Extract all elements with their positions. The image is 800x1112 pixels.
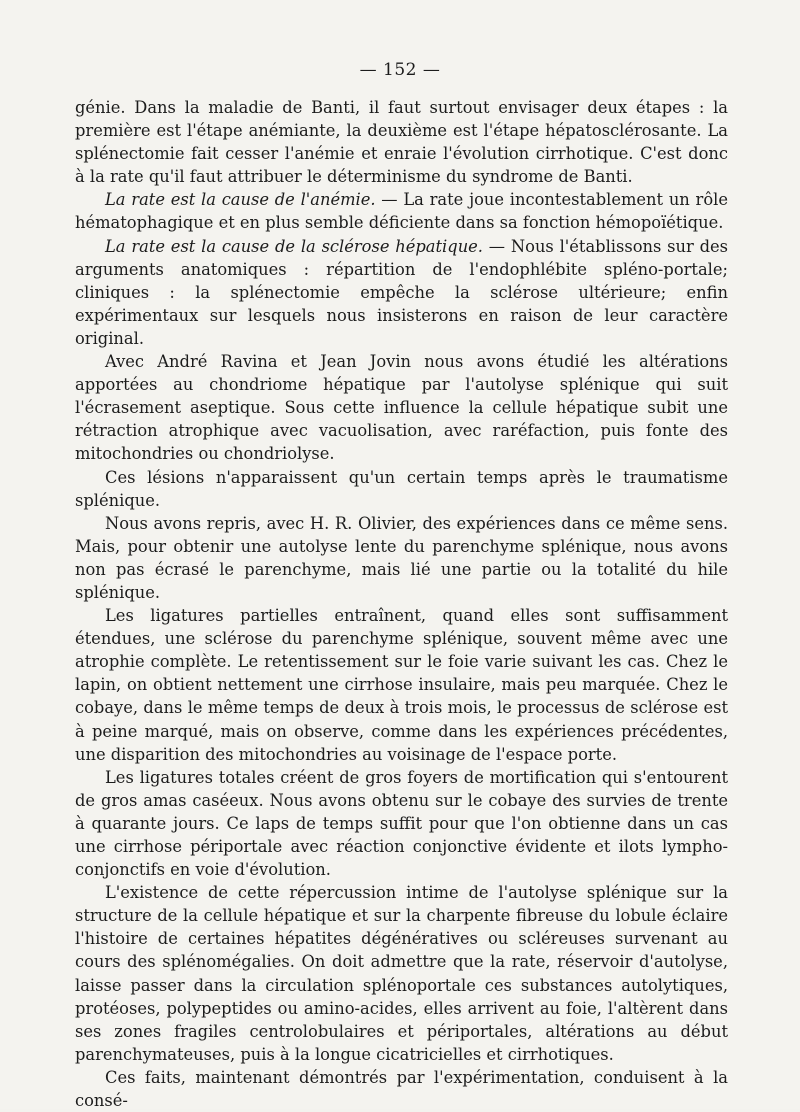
- paragraph-9: [75, 881, 728, 1066]
- paragraph-text: — Nous l'établissons sur des arguments anatomiques : répartition de l'endophlébite spléno-portale; cliniques : la splénectomie empêche la sclérose ultérieure; enfin expérimentaux sur lesquels nous insisterons en raison de leur caractère original.: [75, 236, 729, 348]
- italic-heading: La rate est la cause de la sclérose hépatique.: [105, 236, 483, 256]
- paragraph-10: [75, 1066, 728, 1112]
- paragraph-text: L'existence de cette répercussion intime de l'autolyse splénique sur la structure de la cellule hépatique et sur la charpente fibreuse du lobule éclaire l'histoire de certaines hépatites dégénératives ou scléreuses survenant au cours des splénomégalies. On doit admettre que la rate, réservoir d'autolyse, laisse passer dans la circulation splénoportale ces substances autolytiques, protéoses, polypeptides ou amino-acides, elles arrivent au foie, l'altèrent dans ses zones fragiles centrolobulaires et périportales, altérations au début parenchymateuses, puis à la longue cicatricielles et cirrhotiques.: [75, 883, 728, 1064]
- paragraph-text: génie. Dans la maladie de Banti, il faut surtout envisager deux étapes : la première est l'étape anémiante, la deuxième est l'étape hépatosclérosante. La splénectomie fait cesser l'anémie et enraie l'évolution cirrhotique. C'est donc à la rate qu'il faut attribuer le déterminisme du syndrome de Banti.: [75, 98, 728, 187]
- paragraph-7: [75, 604, 728, 766]
- paragraph-text: Ces lésions n'apparaissent qu'un certain temps après le traumatisme splénique.: [75, 467, 728, 510]
- paragraph-6: [75, 512, 728, 604]
- paragraph-1: [75, 96, 728, 188]
- paragraph-text: Avec André Ravina et Jean Jovin nous avons étudié les altérations apportées au chondriome hépatique par l'autolyse splénique qui suit l'écrasement aseptique. Sous cette influence la cellule hépatique subit une rétraction atrophique avec vacuolisation, avec raréfaction, puis fonte des mitochondries ou chondriolyse.: [75, 352, 728, 464]
- italic-heading: La rate est la cause de l'anémie.: [105, 190, 376, 210]
- paragraph-text: Les ligatures totales créent de gros foyers de mortification qui s'entourent de gros amas caséeux. Nous avons obtenu sur le cobaye des survies de trente à quarante jours. Ce laps de temps suffit pour que l'on obtienne dans un cas une cirrhose périportale avec réaction conjonctive évidente et ilots lympho-conjonctifs en voie d'évolution.: [75, 767, 728, 880]
- page-number: — 152 —: [359, 60, 441, 80]
- paragraph-2: [75, 188, 728, 234]
- paragraph-8: [75, 766, 728, 881]
- paragraph-4: [75, 350, 728, 465]
- paragraph-text: — La rate joue incontestablement un rôle hématophagique et en plus semble déficiente dans sa fonction hémopoïétique.: [75, 190, 728, 233]
- paragraph-text: Nous avons repris, avec H. R. Olivier, des expériences dans ce même sens. Mais, pour obtenir une autolyse lente du parenchyme splénique, nous avons non pas écrasé le parenchyme, mais lié une partie ou la totalité du hile splénique.: [75, 513, 728, 602]
- paragraph-text: Les ligatures partielles entraînent, quand elles sont suffisamment étendues, une sclérose du parenchyme splénique, souvent même avec une atrophie complète. Le retentissement sur le foie varie suivant les cas. Chez le lapin, on obtient nettement une cirrhose insulaire, mais peu marquée. Chez le cobaye, dans le même temps de deux à trois mois, le processus de sclérose est à peine marqué, mais on observe, comme dans les expériences précédentes, une disparition des mitochondries au voisinage de l'espace porte.: [75, 606, 728, 764]
- paragraph-5: [75, 466, 728, 512]
- paragraph-3: [75, 235, 728, 350]
- body-text: [75, 96, 728, 1112]
- paragraph-text: Ces faits, maintenant démontrés par l'expérimentation, conduisent à la consé-: [75, 1067, 728, 1111]
